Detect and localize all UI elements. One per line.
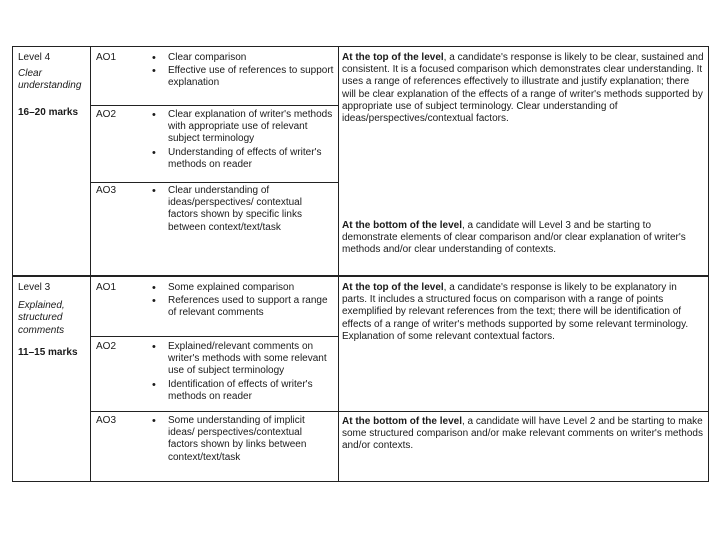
criterion-item: • Clear comparison: [150, 52, 334, 64]
criterion-item: • Clear understanding of ideas/perspectives/ contextual factors shown by specific links between context/text/task: [150, 185, 334, 234]
level3-cell: [18, 282, 88, 359]
criterion-item: • Clear explanation of writer's methods with appropriate use of relevant subject terminology: [150, 109, 334, 146]
level3-marks: 11–15 marks: [18, 346, 78, 358]
descriptor-text: , a candidate's response is likely to be explanatory in parts. It includes a structured focus on comparison with a range of points exemplified by relevant references from the text; there will be identification of effects of a range of writer's methods supported by some relevant terminology. Explanation of some relevant contextual factors.: [342, 282, 689, 342]
table-border-left: [12, 46, 13, 482]
column-divider-descriptor: [338, 46, 339, 482]
level4-marks: 16–20 marks: [18, 106, 79, 118]
level4-ao2-divider: [90, 105, 339, 106]
mark-scheme-table: [12, 46, 709, 482]
column-divider-level: [90, 46, 91, 482]
level3-label: Level 3: [18, 282, 51, 293]
descriptor-lead: At the bottom of the level: [342, 416, 462, 427]
level4-ao1-code: AO1: [96, 52, 117, 63]
criterion-item: • References used to support a range of relevant comments: [150, 295, 334, 319]
level3-ao2-divider: [90, 336, 339, 337]
level3-ao2-code: AO2: [96, 341, 117, 352]
level3-ao1-code: AO1: [96, 282, 117, 293]
descriptor-lead: At the top of the level: [342, 282, 444, 293]
criterion-item: • Some understanding of implicit ideas/ perspectives/contextual factors shown by links between context/text/task: [150, 415, 334, 464]
level3-name-line2: structured: [18, 312, 63, 324]
criterion-item: • Some explained comparison: [150, 282, 334, 294]
descriptor-text: , a candidate's response is likely to be clear, sustained and consistent. It is a focused comparison which demonstrates clear understanding. It uses a range of references effectively to illustrate and justify explanation; there will be clear explanation of the effects of a range of writer's methods supported by appropriate use of subject terminology. Clear understanding of ideas/perspectives/contextual factors.: [342, 52, 704, 125]
level4-cell: [18, 52, 88, 119]
level4-label: Level 4: [18, 52, 51, 63]
level4-top-descriptor: [342, 52, 704, 125]
criterion-item: • Understanding of effects of writer's methods on reader: [150, 147, 334, 171]
level3-ao3-criteria: [150, 415, 334, 465]
level4-ao3-criteria: [150, 185, 334, 235]
level4-ao3-code: AO3: [96, 185, 117, 196]
level3-bottom-divider: [338, 411, 709, 412]
descriptor-lead: At the top of the level: [342, 52, 444, 63]
level4-ao2-code: AO2: [96, 109, 117, 120]
level3-name-line3: comments: [18, 324, 65, 336]
level4-ao2-criteria: [150, 109, 334, 172]
level-divider: [12, 275, 709, 277]
level4-ao3-divider: [90, 182, 339, 183]
table-border-right: [708, 46, 709, 482]
level3-ao2-criteria: [150, 341, 334, 404]
level4-name-line2: understanding: [18, 80, 82, 92]
level3-ao3-code: AO3: [96, 415, 117, 426]
criterion-item: • Explained/relevant comments on writer's methods with some relevant use of subject terminology: [150, 341, 334, 378]
table-border-top: [12, 46, 709, 47]
table-border-bottom: [12, 481, 709, 482]
descriptor-text: , a candidate will have Level 2 and be starting to make some structured comparison and/or make relevant comments on writer's methods and/or contexts.: [342, 416, 703, 452]
descriptor-lead: At the bottom of the level: [342, 220, 462, 231]
level3-ao3-divider: [90, 411, 339, 412]
descriptor-text: , a candidate will Level 3 and be starting to demonstrate elements of clear comparison and/or clear explanation of writer's methods and/or clear understanding of contexts.: [342, 220, 686, 256]
level3-name-line1: Explained,: [18, 300, 65, 312]
level3-ao1-criteria: [150, 282, 334, 321]
level4-name-line1: Clear: [18, 68, 42, 80]
criterion-item: • Effective use of references to support explanation: [150, 65, 334, 89]
level4-bottom-descriptor: [342, 220, 704, 257]
criterion-item: • Identification of effects of writer's methods on reader: [150, 379, 334, 403]
level3-top-descriptor: [342, 282, 704, 343]
level4-ao1-criteria: [150, 52, 334, 91]
level3-bottom-descriptor: [342, 416, 704, 453]
